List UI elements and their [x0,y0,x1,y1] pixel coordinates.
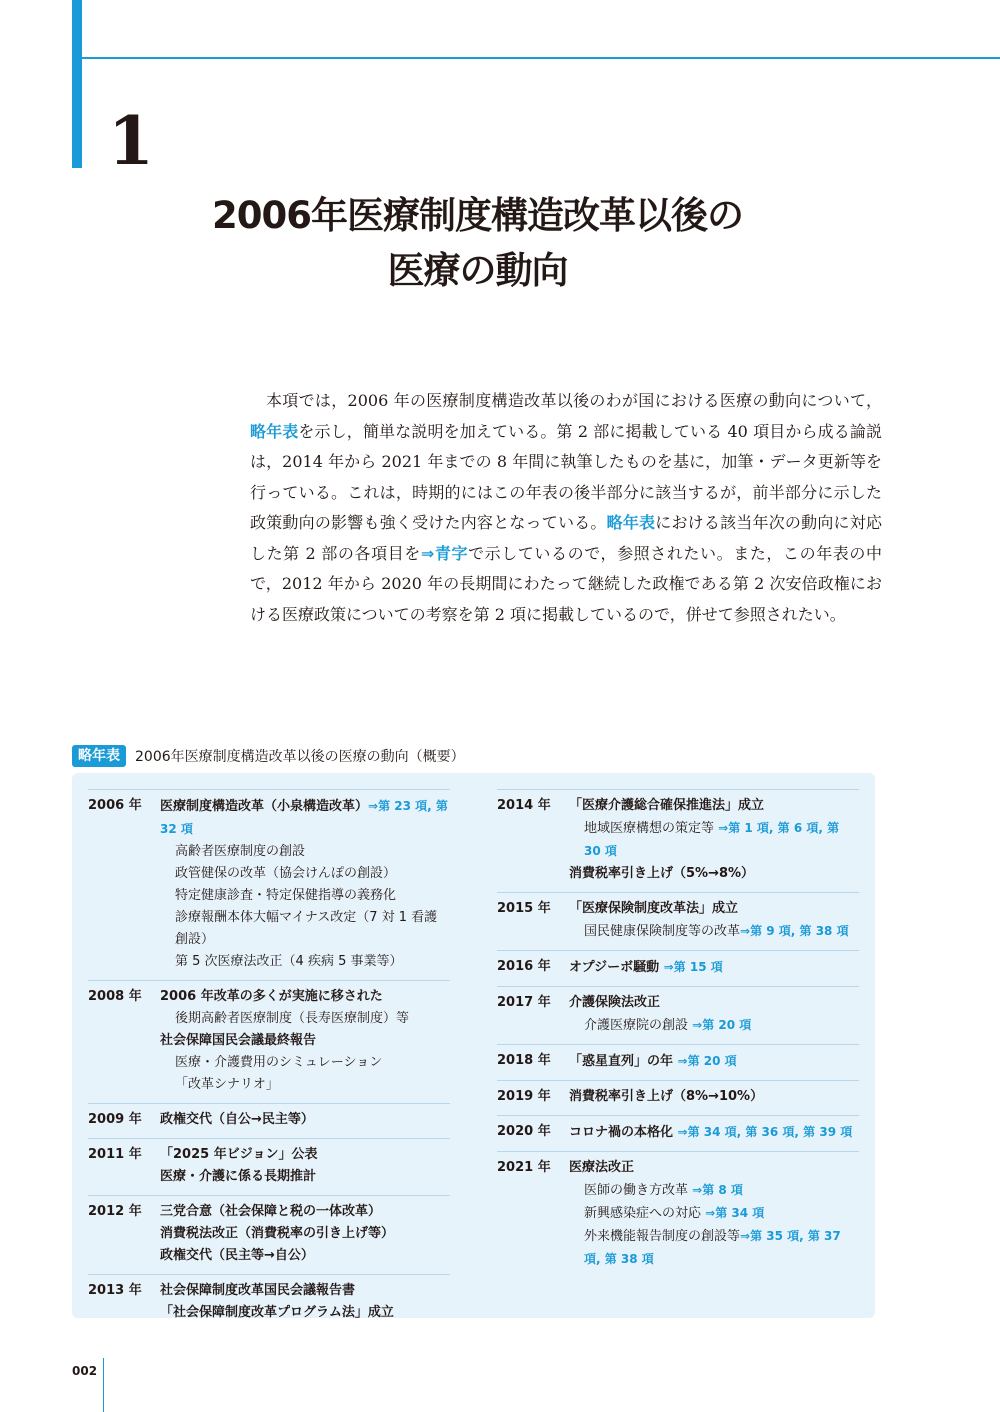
timeline-item [569,1050,859,1073]
cross-reference: ⇒第 20 項 [692,1018,752,1032]
intro-paragraph [250,386,882,630]
chapter-number: 1 [108,102,154,180]
intro-segment: を示し，簡単な説明を加えている。第 2 部に掲載している 40 項目から成る論説は，2014 年から 2021 年までの 8 年間に執筆したものを基に，加筆・データ更新等を行っている。これは，時期的にはこの年表の後半部分に該当するが，前半部分に示した政策動向の影響も強く受けた内容となっている。 [250,421,882,532]
header-rule [72,57,1000,59]
timeline-year: 2008 年 [88,989,142,1004]
timeline-item [160,1223,450,1245]
timeline-entry [497,1044,859,1080]
timeline-item [569,898,859,920]
chapter-title-line-1: 2006年医療制度構造改革以後の [212,194,743,237]
chapter-accent-bar [72,0,82,168]
cross-reference: ⇒第 23 項, 第 32 項 [160,799,448,836]
timeline-entry [88,1274,450,1331]
timeline-item [569,1157,859,1179]
timeline-items [569,956,859,979]
timeline-item-text: 消費税法改正（消費税率の引き上げ等） [160,1226,395,1241]
intro-highlight: 略年表 [250,421,299,441]
timeline-year: 2014 年 [497,798,551,813]
intro-text [250,386,882,630]
timeline-item [160,1144,450,1166]
timeline-item-text: 高齢者医療制度の創設 [175,844,306,859]
timeline-item [160,986,450,1008]
timeline-item [160,1302,450,1324]
timeline-year: 2009 年 [88,1112,142,1127]
timeline-item-text: 社会保障国民会議最終報告 [160,1033,317,1048]
cross-reference: ⇒第 35 項, 第 37 項, 第 38 項 [584,1229,841,1266]
timeline-item-text: 地域医療構想の策定等 [584,821,719,836]
timeline-item-text: コロナ禍の本格化 [569,1125,678,1140]
timeline-entry [88,1103,450,1138]
timeline-item [160,907,450,951]
timeline-item [569,1179,859,1202]
timeline-item-text: 政権交代（自公→民主等） [160,1112,314,1127]
timeline-items [160,795,450,973]
timeline-item [569,1086,859,1108]
timeline-items [569,1086,859,1108]
intro-highlight: 略年表 [606,513,656,532]
timeline-item [160,1166,450,1188]
timeline-item [569,863,859,885]
timeline-label: 略年表 [72,745,126,767]
timeline-entry [88,1195,450,1274]
timeline-item-text: 医療制度構造改革（小泉構造改革） [160,799,369,814]
timeline-item [569,817,859,863]
timeline-item-text: 新興感染症への対応 [584,1206,706,1221]
timeline-year: 2012 年 [88,1204,142,1219]
timeline-item-text: 「2025 年ビジョン」公表 [160,1147,318,1162]
timeline-items [160,1201,450,1267]
timeline-item-text: 医療・介護に係る長期推計 [160,1169,317,1184]
timeline-items [569,795,859,885]
timeline-item-text: 政権交代（民主等→自公） [160,1248,314,1263]
timeline-year: 2013 年 [88,1283,142,1298]
timeline-entry [497,892,859,950]
timeline-item [569,795,859,817]
chapter-title-line-2: 医療の動向 [387,249,568,292]
timeline-left-column [88,789,450,1331]
cross-reference: ⇒第 20 項 [677,1054,737,1068]
timeline-entry [497,1080,859,1115]
timeline-item-text: 消費税率引き上げ（5%→8%） [569,866,755,881]
cross-reference: ⇒第 34 項 [705,1206,765,1220]
timeline-item [160,841,450,863]
cross-reference: ⇒第 34 項, 第 36 項, 第 39 項 [677,1125,853,1139]
timeline-entry [497,1115,859,1151]
intro-highlight: ⇒青字 [420,543,469,563]
timeline-items [569,1157,859,1271]
timeline-item [160,951,450,973]
timeline-item-text: 国民健康保険制度等の改革 [584,924,741,939]
timeline-items [569,1050,859,1073]
timeline-item [569,1225,859,1271]
timeline-item [160,1074,450,1096]
timeline-item-text: 医師の働き方改革 [584,1183,693,1198]
timeline-entry [88,789,450,980]
timeline-item [160,795,450,841]
timeline-item-text: 外来機能報告制度の創設等 [584,1229,741,1244]
cross-reference: ⇒第 15 項 [663,960,723,974]
timeline-item-text: 後期高齢者医療制度（長寿医療制度）等 [175,1011,410,1026]
timeline-item-text: オプジーボ騒動 [569,960,664,975]
timeline-header [72,744,465,768]
timeline-item-text: 「医療介護総合確保推進法」成立 [569,798,765,813]
timeline-items [569,1121,859,1144]
timeline-item-text: 診療報酬本体大幅マイナス改定（7 対 1 看護創設） [175,910,438,947]
timeline-item [160,1245,450,1267]
timeline-year: 2017 年 [497,995,551,1010]
timeline-item-text: 社会保障制度改革国民会議報告書 [160,1283,356,1298]
timeline-entry [88,980,450,1103]
timeline-entry [497,986,859,1044]
timeline-caption: 2006年医療制度構造改革以後の医療の動向（概要） [135,749,465,765]
timeline-item-text: 介護医療院の創設 [584,1018,693,1033]
timeline-item [160,1052,450,1074]
timeline-item-text: 医療・介護費用のシミュレーション [175,1055,383,1070]
timeline-items [569,992,859,1037]
timeline-year: 2018 年 [497,1053,551,1068]
timeline-item-text: 第 5 次医療法改正（4 疾病 5 事業等） [175,954,403,969]
timeline-item-text: 「医療保険制度改革法」成立 [569,901,739,916]
timeline-item-text: 特定健康診査・特定保健指導の義務化 [175,888,397,903]
timeline-item-text: 「惑星直列」の年 [569,1054,678,1069]
timeline-year: 2006 年 [88,798,142,813]
timeline-item-text: 政管健保の改革（協会けんぽの創設） [175,866,397,881]
timeline-item [160,1201,450,1223]
footer-rule [103,1358,104,1412]
timeline-item-text: 消費税率引き上げ（8%→10%） [569,1089,764,1104]
timeline-item-text: 三党合意（社会保障と税の一体改革） [160,1204,382,1219]
timeline-item-text: 2006 年改革の多くが実施に移された [160,989,383,1004]
timeline-entry [497,789,859,892]
intro-segment: における該当年次の動向に対応した第 2 部の各項目を [250,513,882,563]
timeline-items [569,898,859,943]
timeline-item [160,1030,450,1052]
timeline-year: 2020 年 [497,1124,551,1139]
timeline-year: 2019 年 [497,1089,551,1104]
timeline-item [569,1202,859,1225]
timeline-item-text: 医療法改正 [569,1160,635,1175]
timeline-year: 2021 年 [497,1160,551,1175]
timeline-item-text: 「社会保障制度改革プログラム法」成立 [160,1305,394,1320]
cross-reference: ⇒第 8 項 [692,1183,743,1197]
intro-segment: で示しているので，参照されたい。また，この年表の中で，2012 年から 2020 年の長期間にわたって継続した政権である第 2 次安倍政権における医療政策についての考察を第 2 項に掲載しているので，併せて参照されたい。 [250,543,882,624]
timeline-item [160,863,450,885]
timeline-year: 2015 年 [497,901,551,916]
timeline-item [569,1014,859,1037]
timeline-entry [88,1138,450,1195]
timeline-items [160,1280,450,1324]
timeline-items [160,1144,450,1188]
chapter-title [110,188,845,298]
timeline-panel [72,773,875,1318]
timeline-items [160,1109,450,1131]
timeline-items [160,986,450,1096]
timeline-right-column [497,789,859,1278]
timeline-year: 2011 年 [88,1147,142,1162]
timeline-entry [497,1151,859,1278]
intro-segment: 本項では，2006 年の医療制度構造改革以後のわが国における医療の動向について， [266,391,882,410]
timeline-entry [497,950,859,986]
timeline-item-text: 「改革シナリオ」 [175,1077,279,1092]
timeline-item [160,1280,450,1302]
timeline-item [160,1008,450,1030]
page-number: 002 [72,1364,98,1378]
timeline-item [569,920,859,943]
timeline-item [569,1121,859,1144]
timeline-item [569,992,859,1014]
timeline-item [160,885,450,907]
cross-reference: ⇒第 9 項, 第 38 項 [740,924,849,938]
timeline-item [160,1109,450,1131]
timeline-item [569,956,859,979]
timeline-year: 2016 年 [497,959,551,974]
timeline-item-text: 介護保険法改正 [569,995,661,1010]
cross-reference: ⇒第 1 項, 第 6 項, 第 30 項 [584,821,840,858]
